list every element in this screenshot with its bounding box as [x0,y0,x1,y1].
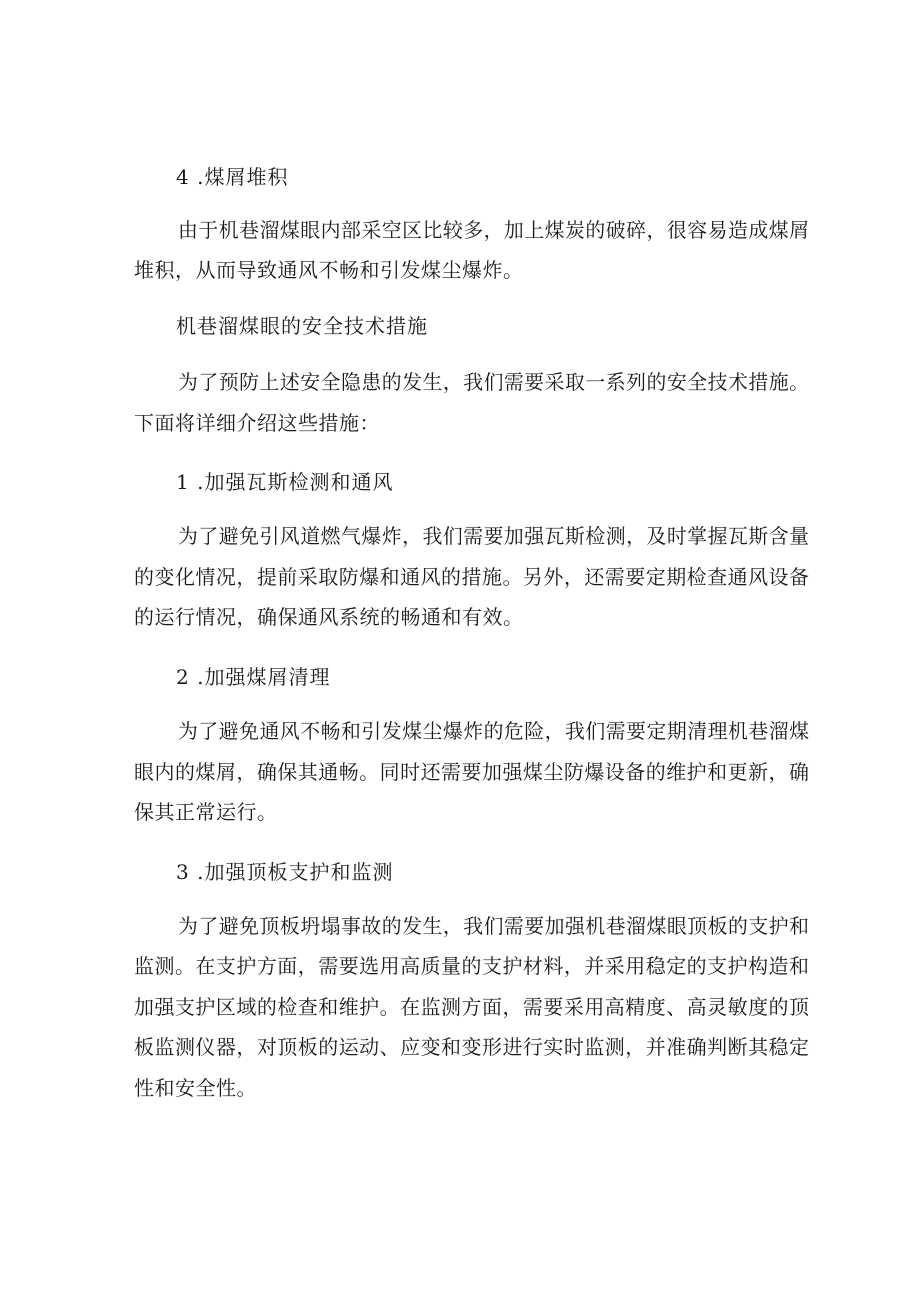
paragraph-line: 保其正常运行。 [134,800,278,824]
paragraph-line: 的运行情况，确保通风系统的畅通和有效。 [134,605,524,629]
paragraph-line: 为了避免顶板坍塌事故的发生，我们需要加强机巷溜煤眼顶板的支护和 [178,914,810,938]
paragraph-line: 下面将详细介绍这些措施： [134,411,380,435]
section-heading-gas-detection: 1 .加强瓦斯检测和通风 [176,470,394,494]
paragraph-line: 为了预防上述安全隐患的发生，我们需要采取一系列的安全技术措施。 [178,370,810,394]
paragraph-line: 眼内的煤屑，确保其通畅。同时还需要加强煤尘防爆设备的维护和更新，确 [134,760,810,784]
section-heading-safety-measures: 机巷溜煤眼的安全技术措施 [176,314,428,338]
section-heading-coal-debris: 4 .煤屑堆积 [176,165,289,189]
paragraph-line: 性和安全性。 [134,1076,257,1100]
section-heading-debris-cleanup: 2 .加强煤屑清理 [176,665,331,689]
paragraph-line: 为了避免引风道燃气爆炸，我们需要加强瓦斯检测，及时掌握瓦斯含量 [178,524,810,548]
paragraph-line: 的变化情况，提前采取防爆和通风的措施。另外，还需要定期检查通风设备 [134,565,810,589]
paragraph-line: 由于机巷溜煤眼内部采空区比较多，加上煤炭的破碎，很容易造成煤屑 [178,218,810,242]
section-heading-roof-support: 3 .加强顶板支护和监测 [176,860,394,884]
paragraph-line: 监测。在支护方面，需要选用高质量的支护材料，并采用稳定的支护构造和 [134,954,810,978]
paragraph-line: 为了避免通风不畅和引发煤尘爆炸的危险，我们需要定期清理机巷溜煤 [178,719,810,743]
paragraph-line: 堆积，从而导致通风不畅和引发煤尘爆炸。 [134,258,524,282]
paragraph-line: 加强支护区域的检查和维护。在监测方面，需要采用高精度、高灵敏度的顶 [134,995,810,1019]
paragraph-line: 板监测仪器，对顶板的运动、应变和变形进行实时监测，并准确判断其稳定 [134,1035,810,1059]
